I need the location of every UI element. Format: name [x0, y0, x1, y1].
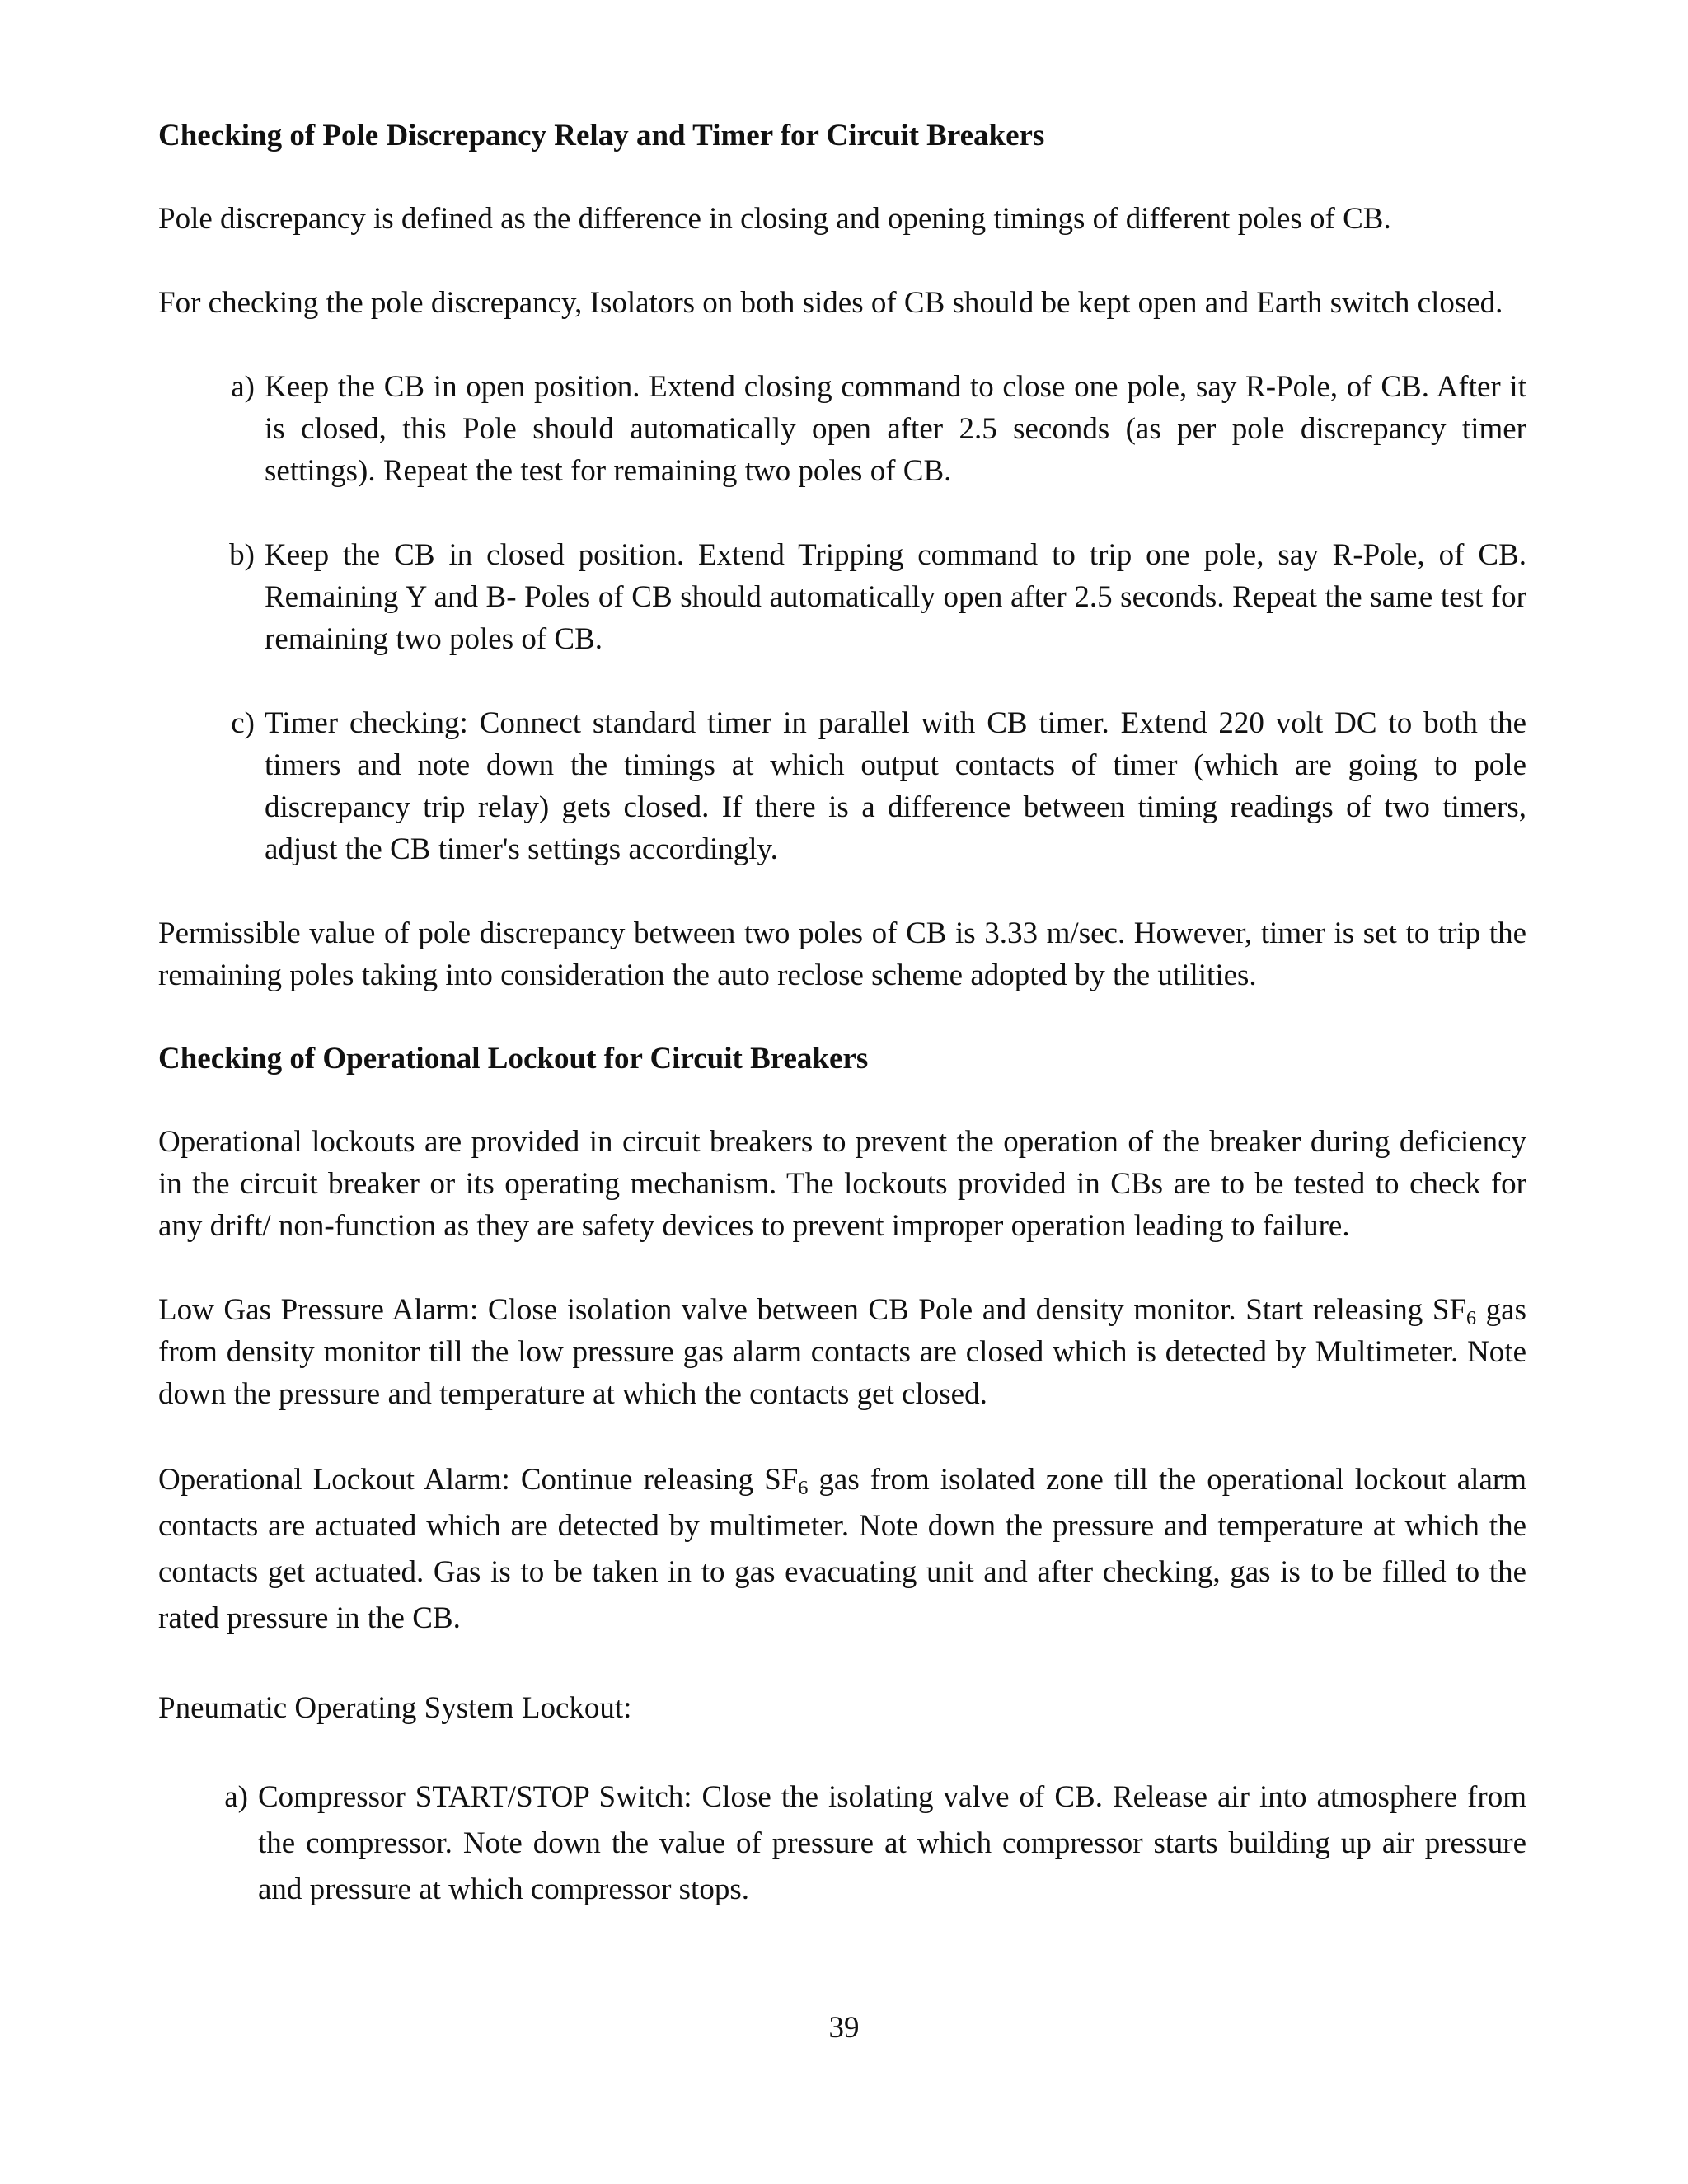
- intro-paragraph: For checking the pole discrepancy, Isolators on both sides of CB should be kept open and Earth switch closed.: [158, 286, 1503, 320]
- section-heading-pole-discrepancy: Checking of Pole Discrepancy Relay and Timer for Circuit Breakers: [158, 119, 1045, 152]
- low-gas-pressure-paragraph: [158, 1289, 1526, 1415]
- lockout-alarm-paragraph: [158, 1457, 1526, 1642]
- sf6-subscript: 6: [798, 1478, 809, 1499]
- test-steps-list: [158, 366, 1526, 870]
- list-item: [158, 366, 1526, 492]
- permissible-value-paragraph: Permissible value of pole discrepancy between two poles of CB is 3.33 m/sec. However, timer is set to trip the remaining poles taking into consideration the auto reclose scheme adopted by the utilities.: [158, 916, 1526, 992]
- pneumatic-steps-list: [158, 1774, 1526, 1913]
- list-marker: a): [224, 1780, 248, 1814]
- definition-paragraph: Pole discrepancy is defined as the difference in closing and opening timings of different poles of CB.: [158, 202, 1391, 236]
- low-gas-text-start: Low Gas Pressure Alarm: Close isolation valve between CB Pole and density monitor. Start releasing SF: [158, 1293, 1467, 1327]
- lockout-intro-paragraph: Operational lockouts are provided in circuit breakers to prevent the operation of the breaker during deficiency in the circuit breaker or its operating mechanism. The lockouts provided in CBs are to be tested to check for any drift/ non-function as they are safety devices to prevent improper operation leading to failure.: [158, 1125, 1526, 1243]
- pneumatic-lockout-title: Pneumatic Operating System Lockout:: [158, 1691, 632, 1725]
- list-item-text: Compressor START/STOP Switch: Close the isolating valve of CB. Release air into atmosphere from the compressor. Note down the value of pressure at which compressor starts building up air pressure and pressure at which compressor stops.: [258, 1780, 1526, 1906]
- list-item-text: Keep the CB in open position. Extend closing command to close one pole, say R-Pole, of CB. After it is closed, this Pole should automatically open after 2.5 seconds (as per pole discrepancy timer settings). Repeat the test for remaining two poles of CB.: [265, 370, 1526, 488]
- list-marker: b): [229, 538, 255, 572]
- document-page: [158, 115, 1526, 1913]
- list-marker: a): [231, 370, 255, 404]
- list-item-text: Timer checking: Connect standard timer in parallel with CB timer. Extend 220 volt DC to both the timers and note down the timings at which output contacts of timer (which are going to pole discrepancy trip relay) gets closed. If there is a difference between timing readings of two timers, adjust the CB timer's settings accordingly.: [265, 706, 1526, 866]
- list-item: [158, 1774, 1526, 1913]
- lockout-alarm-text-end: gas from isolated zone till the operational lockout alarm contacts are actuated which are detected by multimeter. Note down the pressure and temperature at which the contacts get actuated. Gas is to be taken in to gas evacuating unit and after checking, gas is to be filled to the rated pressure in the CB.: [158, 1463, 1526, 1635]
- lockout-alarm-text-start: Operational Lockout Alarm: Continue releasing SF: [158, 1463, 799, 1497]
- sf6-subscript: 6: [1466, 1308, 1477, 1329]
- list-item: [158, 534, 1526, 660]
- list-item: [158, 702, 1526, 870]
- list-item-text: Keep the CB in closed position. Extend Tripping command to trip one pole, say R-Pole, of CB. Remaining Y and B- Poles of CB should automatically open after 2.5 seconds. Repeat the same test for remaining two poles of CB.: [265, 538, 1526, 656]
- page-number: 39: [828, 2011, 860, 2045]
- list-marker: c): [231, 706, 255, 740]
- low-gas-text-end: gas from density monitor till the low pressure gas alarm contacts are closed which is detected by Multimeter. Note down the pressure and temperature at which the contacts get closed.: [158, 1293, 1526, 1411]
- section-heading-operational-lockout: Checking of Operational Lockout for Circuit Breakers: [158, 1042, 869, 1076]
